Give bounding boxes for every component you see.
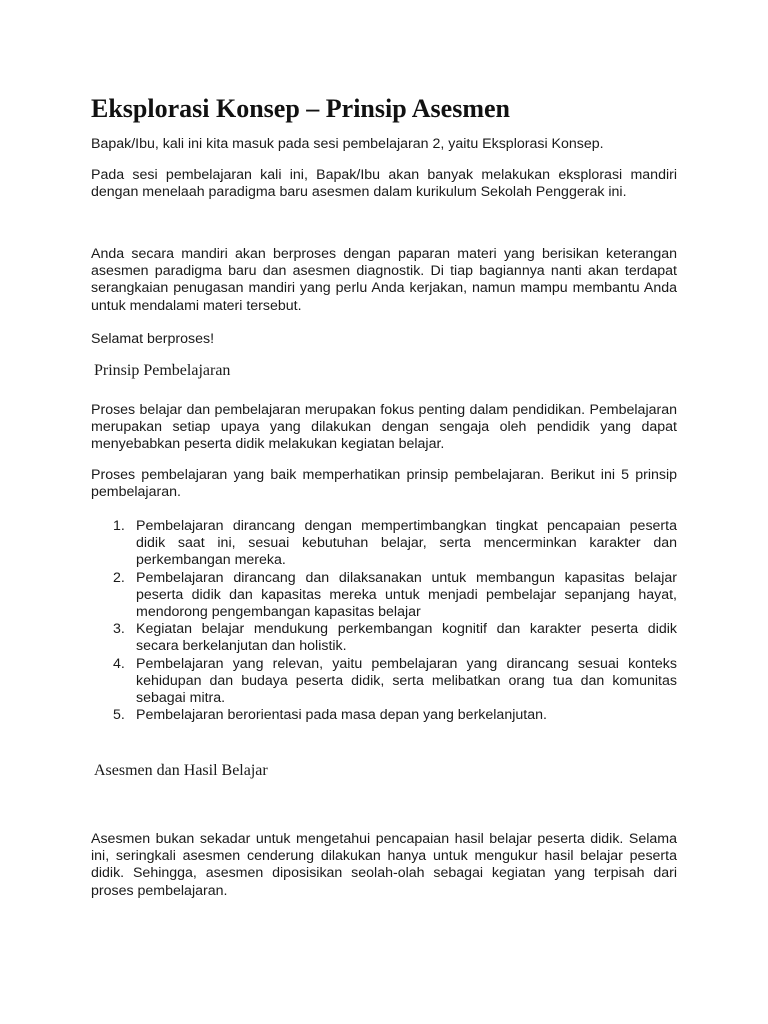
list-item bbox=[91, 621, 677, 655]
list-item-text: Pembelajaran yang relevan, yaitu pembelajaran yang dirancang sesuai konteks kehidupan dan budaya peserta didik, serta melibatkan orang tua dan komunitas sebagai mitra. bbox=[136, 655, 677, 707]
intro-paragraph-1: Bapak/Ibu, kali ini kita masuk pada sesi pembelajaran 2, yaitu Eksplorasi Konsep. bbox=[91, 136, 604, 152]
document-title: Eksplorasi Konsep – Prinsip Asesmen bbox=[91, 94, 510, 123]
section-heading-prinsip-pembelajaran: Prinsip Pembelajaran bbox=[94, 362, 231, 379]
section1-paragraph-2: Proses pembelajaran yang baik memperhatikan prinsip pembelajaran. Berikut ini 5 prinsip pembelajaran. bbox=[91, 467, 677, 501]
list-item bbox=[91, 656, 677, 708]
list-item-number: 4. bbox=[113, 655, 125, 672]
list-item bbox=[91, 518, 677, 570]
section2-paragraph-1: Asesmen bukan sekadar untuk mengetahui pencapaian hasil belajar peserta didik. Selama ini, seringkali asesmen cenderung dilakukan hanya untuk mengukur hasil belajar peserta didik. Sehingga, asesmen diposisikan seolah-olah sebagai kegiatan yang terpisah dari proses pembelajaran. bbox=[91, 831, 677, 899]
list-item bbox=[91, 707, 677, 724]
list-item-number: 3. bbox=[113, 621, 125, 638]
intro-paragraph-4: Selamat berproses! bbox=[91, 331, 215, 347]
list-item-number: 1. bbox=[113, 518, 125, 534]
principles-list bbox=[91, 518, 677, 724]
list-item-number: 2. bbox=[113, 569, 125, 586]
section-heading-asesmen-dan-hasil-belajar: Asesmen dan Hasil Belajar bbox=[94, 762, 268, 779]
section1-paragraph-1: Proses belajar dan pembelajaran merupakan fokus penting dalam pendidikan. Pembelajaran merupakan setiap upaya yang dilakukan dengan sengaja oleh pendidik yang dapat menyebabkan peserta didik melakukan kegiatan belajar. bbox=[91, 402, 677, 453]
list-item-text: Kegiatan belajar mendukung perkembangan kognitif dan karakter peserta didik secara berkelanjutan dan holistik. bbox=[136, 621, 677, 655]
list-item bbox=[91, 570, 677, 622]
list-item-text: Pembelajaran dirancang dengan mempertimbangkan tingkat pencapaian peserta didik saat ini, sesuai kebutuhan belajar, serta mencerminkan karakter dan perkembangan mereka. bbox=[136, 518, 677, 569]
list-item-number: 5. bbox=[113, 707, 125, 724]
list-item-text: Pembelajaran berorientasi pada masa depan yang berkelanjutan. bbox=[136, 707, 547, 724]
intro-paragraph-3: Anda secara mandiri akan berproses dengan paparan materi yang berisikan keterangan asesmen paradigma baru dan asesmen diagnostik. Di tiap bagiannya nanti akan terdapat serangkaian penugasan mandiri yang perlu Anda kerjakan, namun mampu membantu Anda untuk mendalami materi tersebut. bbox=[91, 246, 677, 314]
intro-paragraph-2: Pada sesi pembelajaran kali ini, Bapak/Ibu akan banyak melakukan eksplorasi mandiri dengan menelaah paradigma baru asesmen dalam kurikulum Sekolah Penggerak ini. bbox=[91, 167, 677, 201]
list-item-text: Pembelajaran dirancang dan dilaksanakan untuk membangun kapasitas belajar peserta didik dan kapasitas mereka untuk menjadi pembelajar sepanjang hayat, mendorong pengembangan kapasitas belajar bbox=[136, 569, 677, 621]
